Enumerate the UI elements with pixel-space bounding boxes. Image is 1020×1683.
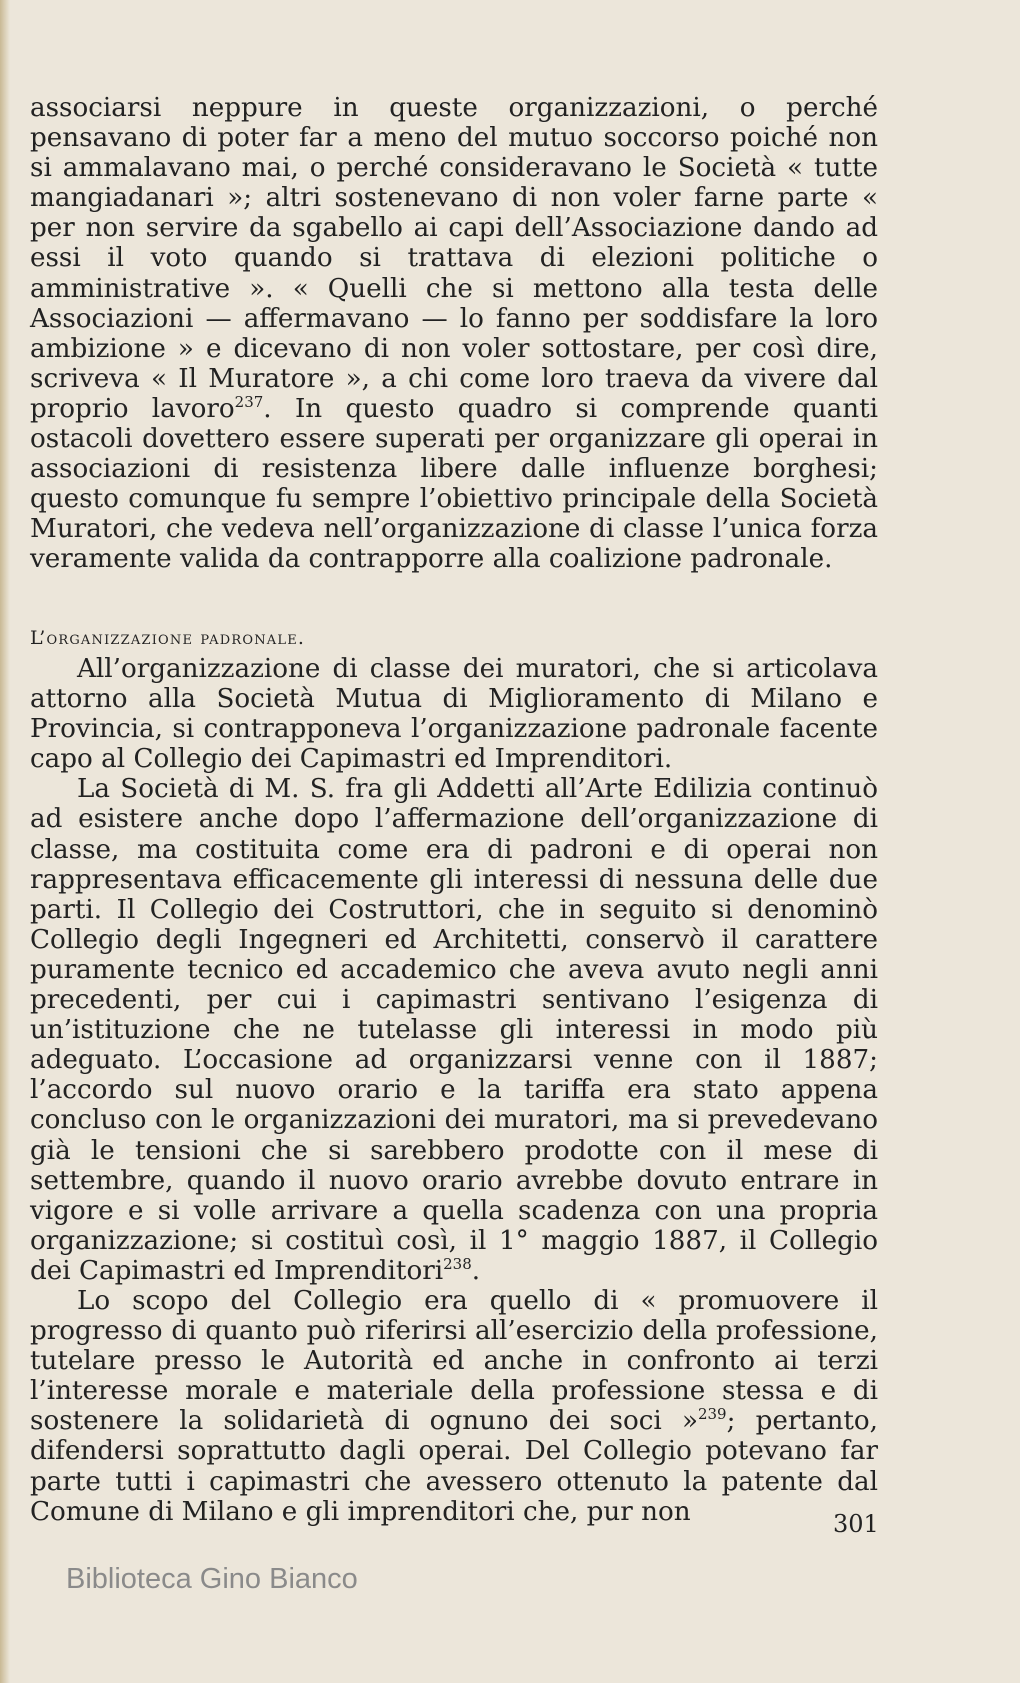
paragraph-text: ; pertanto, difendersi soprattutto dagli operai. Del Collegio potevano far parte tutti i capimastri che avessero ottenuto la patente dal Comune di Milano e gli imprenditori che, pur non: [30, 1406, 878, 1527]
paragraph-text: La Società di M. S. fra gli Addetti all’Arte Edilizia continuò ad esistere anche dopo l’affermazione dell’organizzazione di classe, ma costituita come era di padroni e di operai non rappresentava efficacemente gli interessi di nessuna delle due parti. Il Collegio dei Costruttori, che in seguito si denominò Collegio degli Ingegneri ed Architetti, conservò il carattere puramente tecnico ed accademico che aveva avuto negli anni precedenti, per cui i capimastri sentivano l’esigenza di un’istituzione che ne tutelasse gli interessi in modo più adeguato. L’occasione ad organizzarsi venne con il 1887; l’accordo sul nuovo orario e la tariffa era stato appena concluso con le organizzazioni dei muratori, ma si prevedevano già le tensioni che si sarebbero prodotte con il mese di settembre, quando il nuovo orario avrebbe dovuto entrare in vigore e si volle arrivare a quella scadenza con una propria organizzazione; si costituì così, il 1° maggio 1887, il Collegio dei Capimastri ed Imprenditori: [30, 774, 878, 1286]
footnote-ref: 238: [443, 1254, 472, 1273]
paragraph-continuation: [30, 93, 878, 575]
paragraph-text: . In questo quadro si comprende quanti ostacoli dovettero essere superati per organizzare gli operai in associazioni di resistenza libere dalle influenze borghesi; questo comunque fu sempre l’obiettivo principale della Società Muratori, che vedeva nell’organizzazione di classe l’unica forza veramente valida da contrapporre alla coalizione padronale.: [30, 393, 878, 575]
paragraph: [30, 774, 878, 1286]
page-binding-edge: [0, 0, 10, 1683]
body-text-top: [30, 93, 878, 575]
footnote-ref: 239: [697, 1405, 727, 1424]
section-heading: L’organizzazione padronale.: [30, 627, 306, 649]
footnote-ref: 237: [234, 392, 264, 411]
paragraph: [30, 1286, 878, 1527]
paragraph-text: Lo scopo del Collegio era quello di « promuovere il progresso di quanto può riferirsi all’esercizio della professione, tutelare presso le Autorità ed anche in confronto ai terzi l’interesse morale e materiale della professione stessa e di sostenere la solidarietà di ognuno dei soci »: [30, 1285, 878, 1437]
library-watermark: Biblioteca Gino Bianco: [66, 1563, 358, 1595]
paragraph-text: .: [471, 1255, 481, 1286]
paragraph-text: All’organizzazione di classe dei muratori, che si articolava attorno alla Società Mutua di Miglioramento di Milano e Provincia, si contrapponeva l’organizzazione padronale facente capo al Collegio dei Capimastri ed Imprenditori.: [30, 654, 878, 775]
page-number: 301: [833, 1510, 879, 1538]
paragraph: [30, 654, 878, 774]
paragraph-text: associarsi neppure in queste organizzazioni, o perché pensavano di poter far a meno del mutuo soccorso poiché non si ammalavano mai, o perché consideravano le Società « tutte mangiadanari »; altri sostenevano di non voler farne parte « per non servire da sgabello ai capi dell’Associazione dando ad essi il voto quando si trattava di elezioni politiche o amministrative ». « Quelli che si mettono alla testa delle Associazioni — affermavano — lo fanno per soddisfare la loro ambizione » e dicevano di non voler sottostare, per così dire, scriveva « Il Muratore », a chi come loro traeva da vivere dal proprio lavoro: [30, 93, 878, 424]
body-text-bottom: [30, 654, 878, 1527]
